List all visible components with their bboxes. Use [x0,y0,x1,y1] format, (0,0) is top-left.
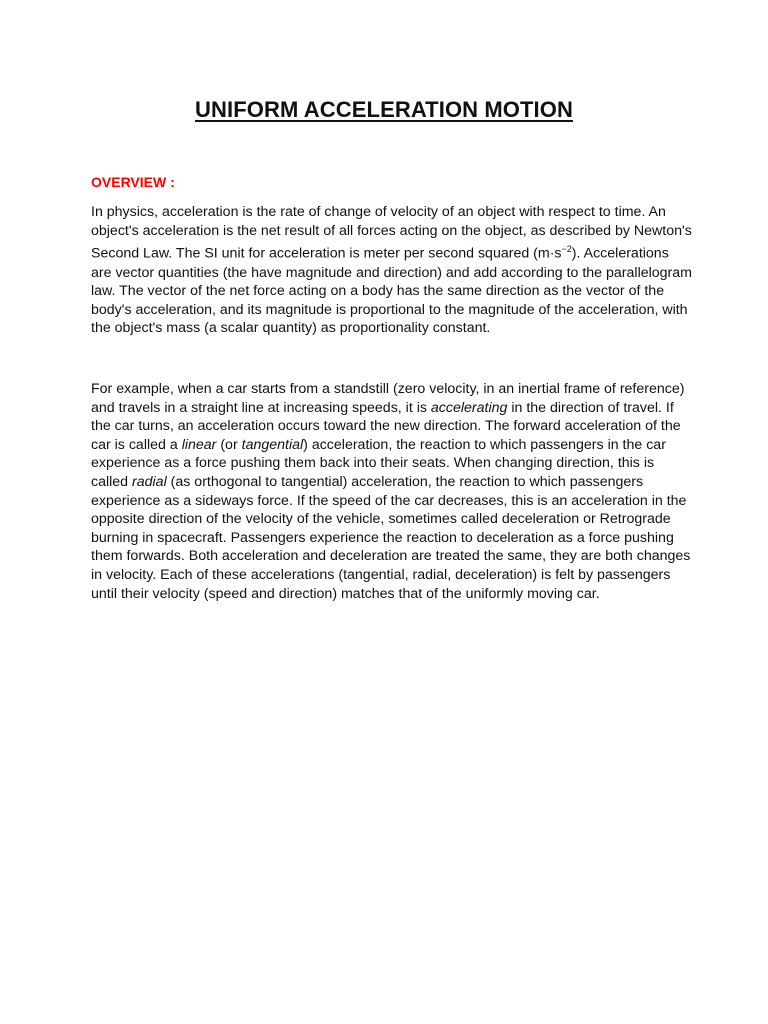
italic-term: accelerating [430,399,508,416]
text-run: ) acceleration, the reaction to which passengers in the car [303,436,666,453]
paragraph-example [91,380,691,603]
text-line: law. The vector of the net force acting on a body has the same direction as the vector of the [91,283,665,300]
section-heading-overview: OVERVIEW : [91,174,175,190]
text-line [91,436,691,455]
text-line: opposite direction of the velocity of the vehicle, sometimes called deceleration or Retrograde [91,511,671,528]
text-line: For example, when a car starts from a standstill (zero velocity, in an inertial frame of reference) [91,381,685,397]
text-line: experience as a force pushing them back into their seats. When changing direction, this is [91,455,655,472]
italic-term: tangential [241,436,304,453]
text-line: are vector quantities (the have magnitude and direction) and add according to the parallelogram [91,264,692,281]
text-line [91,240,691,263]
text-line [91,399,691,418]
paragraph-definition [91,203,691,338]
text-run: (or [216,436,242,453]
text-run: and travels in a straight line at increasing speeds, it is [91,399,431,416]
text-run: in the direction of travel. If [507,399,674,416]
italic-term: linear [181,436,217,453]
text-line: the car turns, an acceleration occurs toward the new direction. The forward acceleration of the [91,418,681,435]
text-line [91,473,691,492]
text-run: ). Accelerations [571,245,669,262]
text-run: Second Law. The SI unit for acceleration is meter per second squared (m·s [91,245,562,262]
text-run: (as orthogonal to tangential) acceleration, the reaction to which passengers [166,473,644,490]
text-line: until their velocity (speed and direction) matches that of the uniformly moving car. [91,585,600,602]
text-line: body's acceleration, and its magnitude is proportional to the magnitude of the acceleration, with [91,301,688,318]
text-line: experience as a sideways force. If the speed of the car decreases, this is an acceleration in the [91,492,687,509]
text-line: burning in spacecraft. Passengers experience the reaction to deceleration as a force pushing [91,529,674,546]
text-line: object's acceleration is the net result of all forces acting on the object, as described by Newton's [91,222,692,239]
text-run: called [91,473,133,490]
text-line: them forwards. Both acceleration and deceleration are treated the same, they are both changes [91,548,691,565]
superscript-exponent: −2 [561,244,572,255]
text-line: In physics, acceleration is the rate of change of velocity of an object with respect to time. An [91,204,666,220]
text-run: car is called a [91,436,182,453]
document-title: UNIFORM ACCELERATION MOTION [195,97,573,122]
text-line: the object's mass (a scalar quantity) as proportionality constant. [91,320,491,337]
text-line: in velocity. Each of these accelerations (tangential, radial, deceleration) is felt by passengers [91,566,671,583]
italic-term: radial [132,473,167,490]
